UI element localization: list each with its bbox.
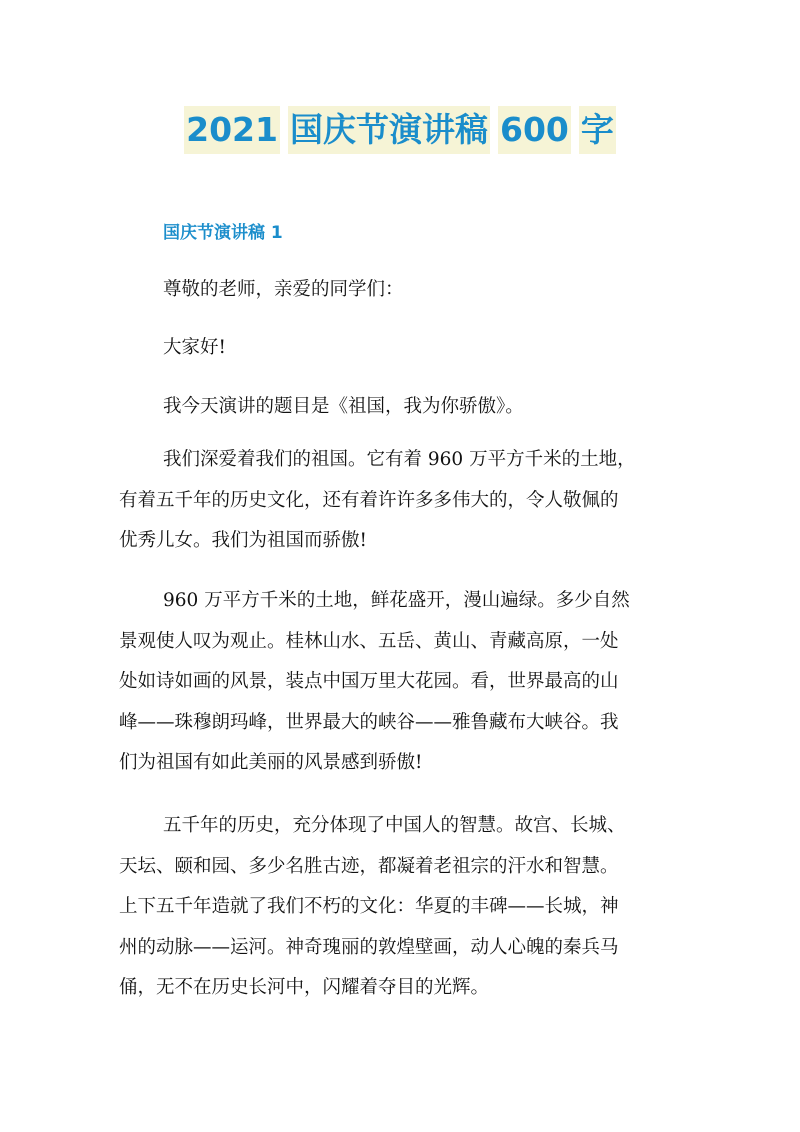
paragraph-3: [119, 806, 689, 1009]
paragraph-2: [119, 581, 689, 784]
section-heading: 国庆节演讲稿 1: [163, 223, 283, 243]
greeting-line: 尊敬的老师，亲爱的同学们：: [163, 279, 404, 300]
paragraph-line: 州的动脉——运河。神奇瑰丽的敦煌壁画，动人心魄的秦兵马: [119, 936, 619, 958]
hello-line: 大家好!: [163, 337, 226, 358]
paragraph-line: 天坛、颐和园、多少名胜古迹，都凝着老祖宗的汗水和智慧。: [119, 855, 619, 877]
title-segment-year: 2021: [184, 106, 280, 154]
paragraph-line: 峰——珠穆朗玛峰，世界最大的峡谷——雅鲁藏布大峡谷。我: [119, 711, 619, 733]
title-segment-unit: 字: [579, 106, 616, 154]
paragraph-line: 处如诗如画的风景，装点中国万里大花园。看，世界最高的山: [119, 671, 619, 692]
topic-line: 我今天演讲的题目是《祖国，我为你骄傲》。: [163, 396, 524, 417]
paragraph-line: 上下五千年造就了我们不朽的文化：华夏的丰碑——长城，神: [119, 896, 619, 917]
document-title: [0, 106, 800, 154]
paragraph-line: 有着五千年的历史文化，还有着许许多多伟大的，令人敬佩的: [119, 489, 619, 511]
title-segment-count: 600: [498, 106, 571, 154]
paragraph-line: 景观使人叹为观止。桂林山水、五岳、黄山、青藏高原，一处: [119, 630, 619, 652]
paragraph-line: 优秀儿女。我们为祖国而骄傲!: [119, 530, 367, 551]
paragraph-line: 五千年的历史，充分体现了中国人的智慧。故宫、长城、: [163, 815, 626, 836]
paragraph-line: 我们深爱着我们的祖国。它有着 960 万平方千米的土地，: [163, 449, 636, 470]
paragraph-line: 们为祖国有如此美丽的风景感到骄傲!: [119, 752, 423, 773]
paragraph-line: 960 万平方千米的土地，鲜花盛开，漫山遍绿。多少自然: [163, 590, 630, 611]
paragraph-1: [119, 440, 689, 562]
title-segment-topic: 国庆节演讲稿: [288, 106, 490, 154]
paragraph-line: 俑，无不在历史长河中，闪耀着夺目的光辉。: [119, 977, 490, 998]
